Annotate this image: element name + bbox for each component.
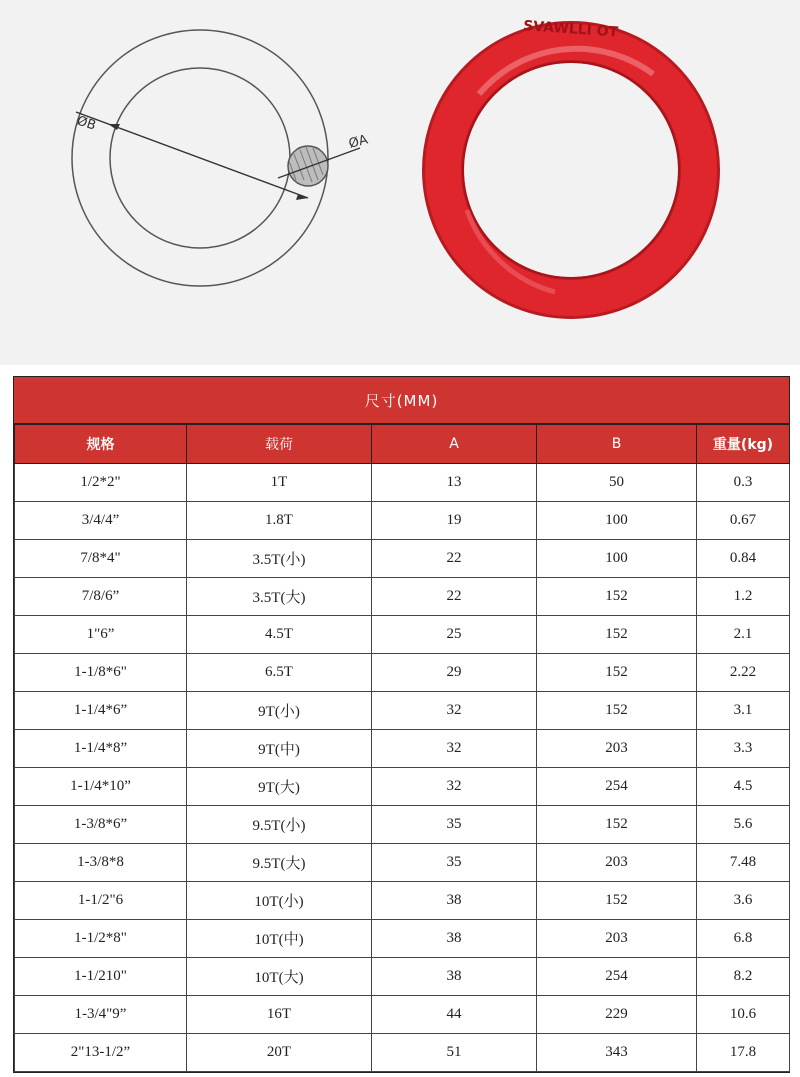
cell-weight: 2.22 bbox=[697, 654, 790, 692]
cell-load: 1T bbox=[187, 464, 372, 502]
cell-spec: 1-3/4"9” bbox=[15, 996, 187, 1034]
cell-a: 38 bbox=[372, 920, 537, 958]
table-row bbox=[15, 958, 790, 996]
table-row bbox=[15, 464, 790, 502]
cell-weight: 3.6 bbox=[697, 882, 790, 920]
cell-spec: 7/8/6” bbox=[15, 578, 187, 616]
cell-load: 9.5T(大) bbox=[187, 844, 372, 882]
cell-a: 19 bbox=[372, 502, 537, 540]
cell-b: 343 bbox=[537, 1034, 697, 1072]
cell-b: 152 bbox=[537, 654, 697, 692]
cell-b: 229 bbox=[537, 996, 697, 1034]
cell-weight: 3.1 bbox=[697, 692, 790, 730]
table-row bbox=[15, 540, 790, 578]
cell-b: 254 bbox=[537, 768, 697, 806]
cell-load: 20T bbox=[187, 1034, 372, 1072]
product-hero bbox=[0, 0, 800, 365]
cell-weight: 7.48 bbox=[697, 844, 790, 882]
cell-weight: 3.3 bbox=[697, 730, 790, 768]
cell-spec: 1-1/210" bbox=[15, 958, 187, 996]
cell-spec: 7/8*4" bbox=[15, 540, 187, 578]
col-header-spec: 规格 bbox=[15, 425, 187, 464]
col-header-b: B bbox=[537, 425, 697, 464]
cell-weight: 17.8 bbox=[697, 1034, 790, 1072]
table-row bbox=[15, 920, 790, 958]
cell-spec: 1-1/4*10” bbox=[15, 768, 187, 806]
cell-spec: 2"13-1/2” bbox=[15, 1034, 187, 1072]
table-row bbox=[15, 882, 790, 920]
cell-spec: 1-1/4*6” bbox=[15, 692, 187, 730]
cell-spec: 1-1/2*8" bbox=[15, 920, 187, 958]
cell-b: 100 bbox=[537, 540, 697, 578]
cell-spec: 1-1/2"6 bbox=[15, 882, 187, 920]
table-row bbox=[15, 616, 790, 654]
cell-b: 100 bbox=[537, 502, 697, 540]
col-header-a: A bbox=[372, 425, 537, 464]
cell-a: 22 bbox=[372, 540, 537, 578]
cell-b: 50 bbox=[537, 464, 697, 502]
cell-b: 152 bbox=[537, 882, 697, 920]
cell-b: 203 bbox=[537, 920, 697, 958]
cell-a: 13 bbox=[372, 464, 537, 502]
ring-product-photo bbox=[405, 10, 735, 340]
table-row bbox=[15, 806, 790, 844]
cell-load: 9T(大) bbox=[187, 768, 372, 806]
cell-a: 38 bbox=[372, 882, 537, 920]
cell-b: 254 bbox=[537, 958, 697, 996]
cell-weight: 6.8 bbox=[697, 920, 790, 958]
table-row bbox=[15, 730, 790, 768]
cell-a: 29 bbox=[372, 654, 537, 692]
cell-weight: 4.5 bbox=[697, 768, 790, 806]
diameter-a-label: ØA bbox=[347, 132, 370, 152]
cell-spec: 1-3/8*6” bbox=[15, 806, 187, 844]
cell-spec: 1-3/8*8 bbox=[15, 844, 187, 882]
cell-weight: 8.2 bbox=[697, 958, 790, 996]
cell-load: 6.5T bbox=[187, 654, 372, 692]
cell-b: 152 bbox=[537, 578, 697, 616]
cell-a: 32 bbox=[372, 730, 537, 768]
diameter-b-label: ØB bbox=[74, 113, 98, 134]
cell-b: 152 bbox=[537, 616, 697, 654]
ring-dimension-diagram bbox=[60, 20, 370, 310]
table-row bbox=[15, 578, 790, 616]
cell-weight: 0.3 bbox=[697, 464, 790, 502]
table-row bbox=[15, 844, 790, 882]
cell-a: 22 bbox=[372, 578, 537, 616]
cell-load: 9T(中) bbox=[187, 730, 372, 768]
cell-load: 9.5T(小) bbox=[187, 806, 372, 844]
cell-a: 32 bbox=[372, 768, 537, 806]
cell-a: 38 bbox=[372, 958, 537, 996]
table-row bbox=[15, 768, 790, 806]
cell-weight: 0.84 bbox=[697, 540, 790, 578]
col-header-weight: 重量(kg) bbox=[697, 425, 790, 464]
table-caption: 尺寸(MM) bbox=[14, 377, 789, 424]
cell-a: 35 bbox=[372, 844, 537, 882]
cell-weight: 1.2 bbox=[697, 578, 790, 616]
cell-load: 9T(小) bbox=[187, 692, 372, 730]
table-body bbox=[15, 464, 790, 1072]
spec-table bbox=[13, 376, 790, 1073]
table-row bbox=[15, 996, 790, 1034]
table-row bbox=[15, 654, 790, 692]
cell-weight: 0.67 bbox=[697, 502, 790, 540]
cell-spec: 3/4/4” bbox=[15, 502, 187, 540]
cell-b: 152 bbox=[537, 806, 697, 844]
cell-load: 1.8T bbox=[187, 502, 372, 540]
cell-load: 10T(小) bbox=[187, 882, 372, 920]
cell-weight: 2.1 bbox=[697, 616, 790, 654]
col-header-load: 载荷 bbox=[187, 425, 372, 464]
cell-a: 44 bbox=[372, 996, 537, 1034]
cell-load: 10T(大) bbox=[187, 958, 372, 996]
cell-b: 203 bbox=[537, 844, 697, 882]
cell-a: 35 bbox=[372, 806, 537, 844]
cell-spec: 1"6” bbox=[15, 616, 187, 654]
cell-load: 10T(中) bbox=[187, 920, 372, 958]
table-row bbox=[15, 502, 790, 540]
ring-engraving: SVAWLLI OT bbox=[522, 18, 619, 41]
cell-load: 4.5T bbox=[187, 616, 372, 654]
cell-a: 32 bbox=[372, 692, 537, 730]
header-row bbox=[15, 425, 790, 464]
cell-b: 152 bbox=[537, 692, 697, 730]
cell-load: 3.5T(大) bbox=[187, 578, 372, 616]
cell-load: 16T bbox=[187, 996, 372, 1034]
cell-spec: 1-1/4*8” bbox=[15, 730, 187, 768]
cell-a: 51 bbox=[372, 1034, 537, 1072]
table-row bbox=[15, 1034, 790, 1072]
cell-load: 3.5T(小) bbox=[187, 540, 372, 578]
cell-b: 203 bbox=[537, 730, 697, 768]
cell-spec: 1/2*2" bbox=[15, 464, 187, 502]
table-row bbox=[15, 692, 790, 730]
cell-weight: 10.6 bbox=[697, 996, 790, 1034]
cell-weight: 5.6 bbox=[697, 806, 790, 844]
cell-a: 25 bbox=[372, 616, 537, 654]
cell-spec: 1-1/8*6" bbox=[15, 654, 187, 692]
